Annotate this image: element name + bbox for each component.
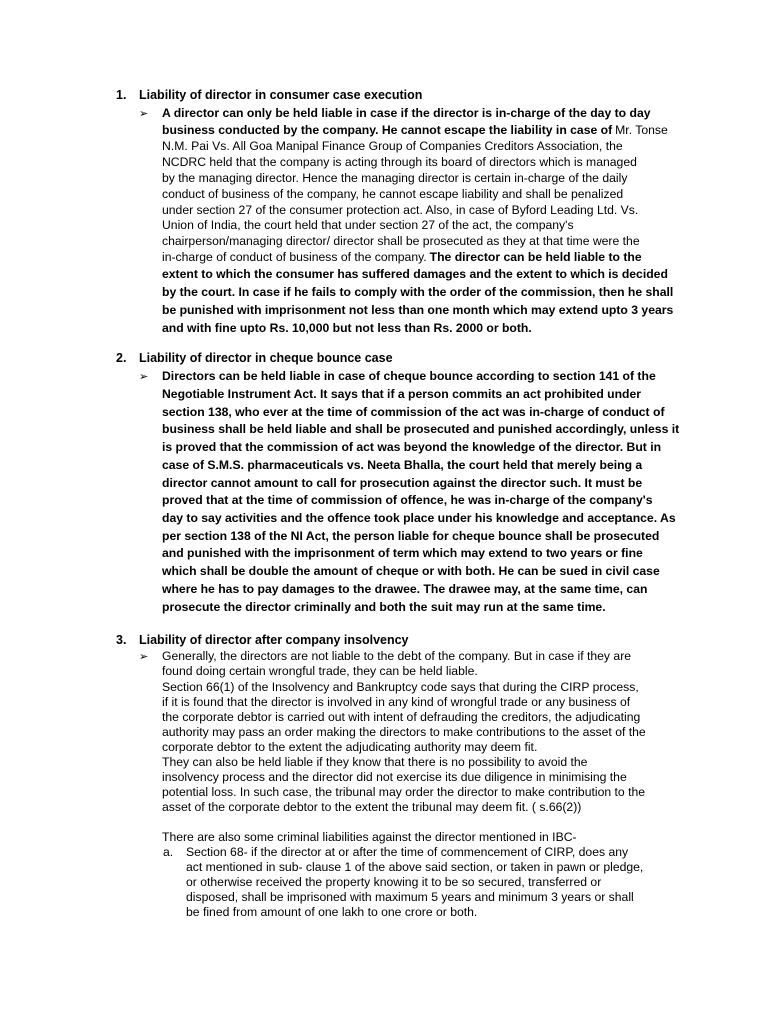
- paragraph-line: day to say activities and the offence took place under his knowledge and acceptance. As: [162, 511, 676, 525]
- section-3-heading: [116, 633, 409, 647]
- paragraph-line: found doing certain wrongful trade, they can be held liable.: [162, 664, 478, 678]
- arrow-bullet-icon: ➢: [139, 370, 149, 383]
- paragraph-line: extent to which the consumer has suffered damages and the extent to which is decided: [162, 267, 668, 281]
- paragraph-line: is proved that the commission of act was beyond the knowledge of the director. But in: [162, 440, 662, 454]
- paragraph-line: Generally, the directors are not liable to the debt of the company. But in case if they are: [162, 649, 632, 663]
- paragraph-line: chairperson/managing director/ director shall be prosecuted as they at that time were the: [162, 234, 640, 248]
- list-marker: a.: [163, 845, 174, 859]
- paragraph-line: There are also some criminal liabilities against the director mentioned in IBC-: [162, 830, 577, 844]
- paragraph-line: Directors can be held liable in case of cheque bounce according to section 141 of the: [162, 369, 656, 383]
- section-2-heading: [116, 351, 393, 365]
- paragraph-line: corporate debtor to the extent the adjudicating authority may deem fit.: [162, 740, 538, 754]
- paragraph-line: and with fine upto Rs. 10,000 but not less than Rs. 2000 or both.: [162, 321, 532, 335]
- paragraph-line: N.M. Pai Vs. All Goa Manipal Finance Group of Companies Creditors Association, the: [162, 139, 623, 153]
- paragraph-line: business conducted by the company. He cannot escape the liability in case of Mr. Tonse: [162, 123, 668, 137]
- paragraph-line: proved that at the time of commission of offence, he was in-charge of the company's: [162, 493, 653, 507]
- paragraph-line: by the managing director. Hence the managing director is certain in-charge of the daily: [162, 171, 628, 185]
- paragraph-line: if it is found that the director is involved in any kind of wrongful trade or any business of: [162, 695, 631, 709]
- section-number: 1.: [116, 88, 127, 102]
- paragraph-line: under section 27 of the consumer protection act. Also, in case of Byford Leading Ltd. Vs.: [162, 203, 639, 217]
- paragraph-line: authority may pass an order making the directors to make contributions to the asset of the: [162, 725, 646, 739]
- arrow-bullet-icon: ➢: [139, 650, 149, 663]
- paragraph-line: Union of India, the court held that under section 27 of the act, the company's: [162, 218, 574, 232]
- paragraph-line: Section 66(1) of the Insolvency and Bankruptcy code says that during the CIRP process,: [162, 680, 639, 694]
- paragraph-line: A director can only be held liable in case if the director is in-charge of the day to day: [162, 106, 651, 120]
- sub-item-line: act mentioned in sub- clause 1 of the above said section, or taken in pawn or pledge,: [186, 860, 644, 874]
- arrow-bullet-icon: ➢: [139, 107, 149, 120]
- paragraph-line: the corporate debtor is carried out with intent of defrauding the creditors, the adjudicating: [162, 710, 641, 724]
- paragraph-line: by the court. In case if he fails to comply with the order of the commission, then he shall: [162, 285, 674, 299]
- sub-item-line: or otherwise received the property knowing it to be so secured, transferred or: [186, 875, 602, 889]
- paragraph-line: section 138, who ever at the time of commission of the act was in-charge of conduct of: [162, 405, 665, 419]
- paragraph-line: be punished with imprisonment not less than one month which may extend upto 3 years: [162, 303, 674, 317]
- paragraph-line: case of S.M.S. pharmaceuticals vs. Neeta Bhalla, the court held that merely being a: [162, 458, 643, 472]
- paragraph-line: director cannot amount to call for prosecution against the director such. It must be: [162, 476, 643, 490]
- paragraph-line: NCDRC held that the company is acting through its board of directors which is managed: [162, 155, 637, 169]
- section-title: Liability of director in cheque bounce case: [139, 351, 393, 365]
- sub-item-line: Section 68- if the director at or after the time of commencement of CIRP, does any: [186, 845, 629, 859]
- section-number: 2.: [116, 351, 127, 365]
- paragraph-line: where he has to pay damages to the drawee. The drawee may, at the same time, can: [162, 582, 648, 596]
- paragraph-line: in-charge of conduct of business of the company. The director can be held liable to the: [162, 250, 642, 264]
- paragraph-line: Negotiable Instrument Act. It says that if a person commits an act prohibited under: [162, 387, 642, 401]
- paragraph-line: asset of the corporate debtor to the extent the tribunal may deem fit. ( s.66(2)): [162, 800, 582, 814]
- paragraph-line: potential loss. In such case, the tribunal may order the director to make contribution to the: [162, 785, 646, 799]
- paragraph-line: conduct of business of the company, he cannot escape liability and shall be penalized: [162, 187, 624, 201]
- sub-item-line: be fined from amount of one lakh to one crore or both.: [186, 905, 478, 919]
- sub-item-line: disposed, shall be imprisoned with maximum 5 years and minimum 3 years or shall: [186, 890, 634, 904]
- section-title: Liability of director after company insolvency: [139, 633, 409, 647]
- paragraph-line: which shall be double the amount of cheque or with both. He can be sued in civil case: [162, 564, 660, 578]
- paragraph-line: and punished with the imprisonment of term which may extend to two years or fine: [162, 546, 643, 560]
- section-1-heading: [116, 88, 422, 102]
- paragraph-line: They can also be held liable if they know that there is no possibility to avoid the: [162, 755, 588, 769]
- paragraph-line: per section 138 of the NI Act, the person liable for cheque bounce shall be prosecuted: [162, 529, 660, 543]
- section-title: Liability of director in consumer case execution: [139, 88, 423, 102]
- paragraph-line: prosecute the director criminally and both the suit may run at the same time.: [162, 600, 606, 614]
- paragraph-line: insolvency process and the director did not exercise its due diligence in minimising the: [162, 770, 627, 784]
- section-number: 3.: [116, 633, 127, 647]
- paragraph-line: business shall be held liable and shall be prosecuted and punished accordingly, unless it: [162, 422, 680, 436]
